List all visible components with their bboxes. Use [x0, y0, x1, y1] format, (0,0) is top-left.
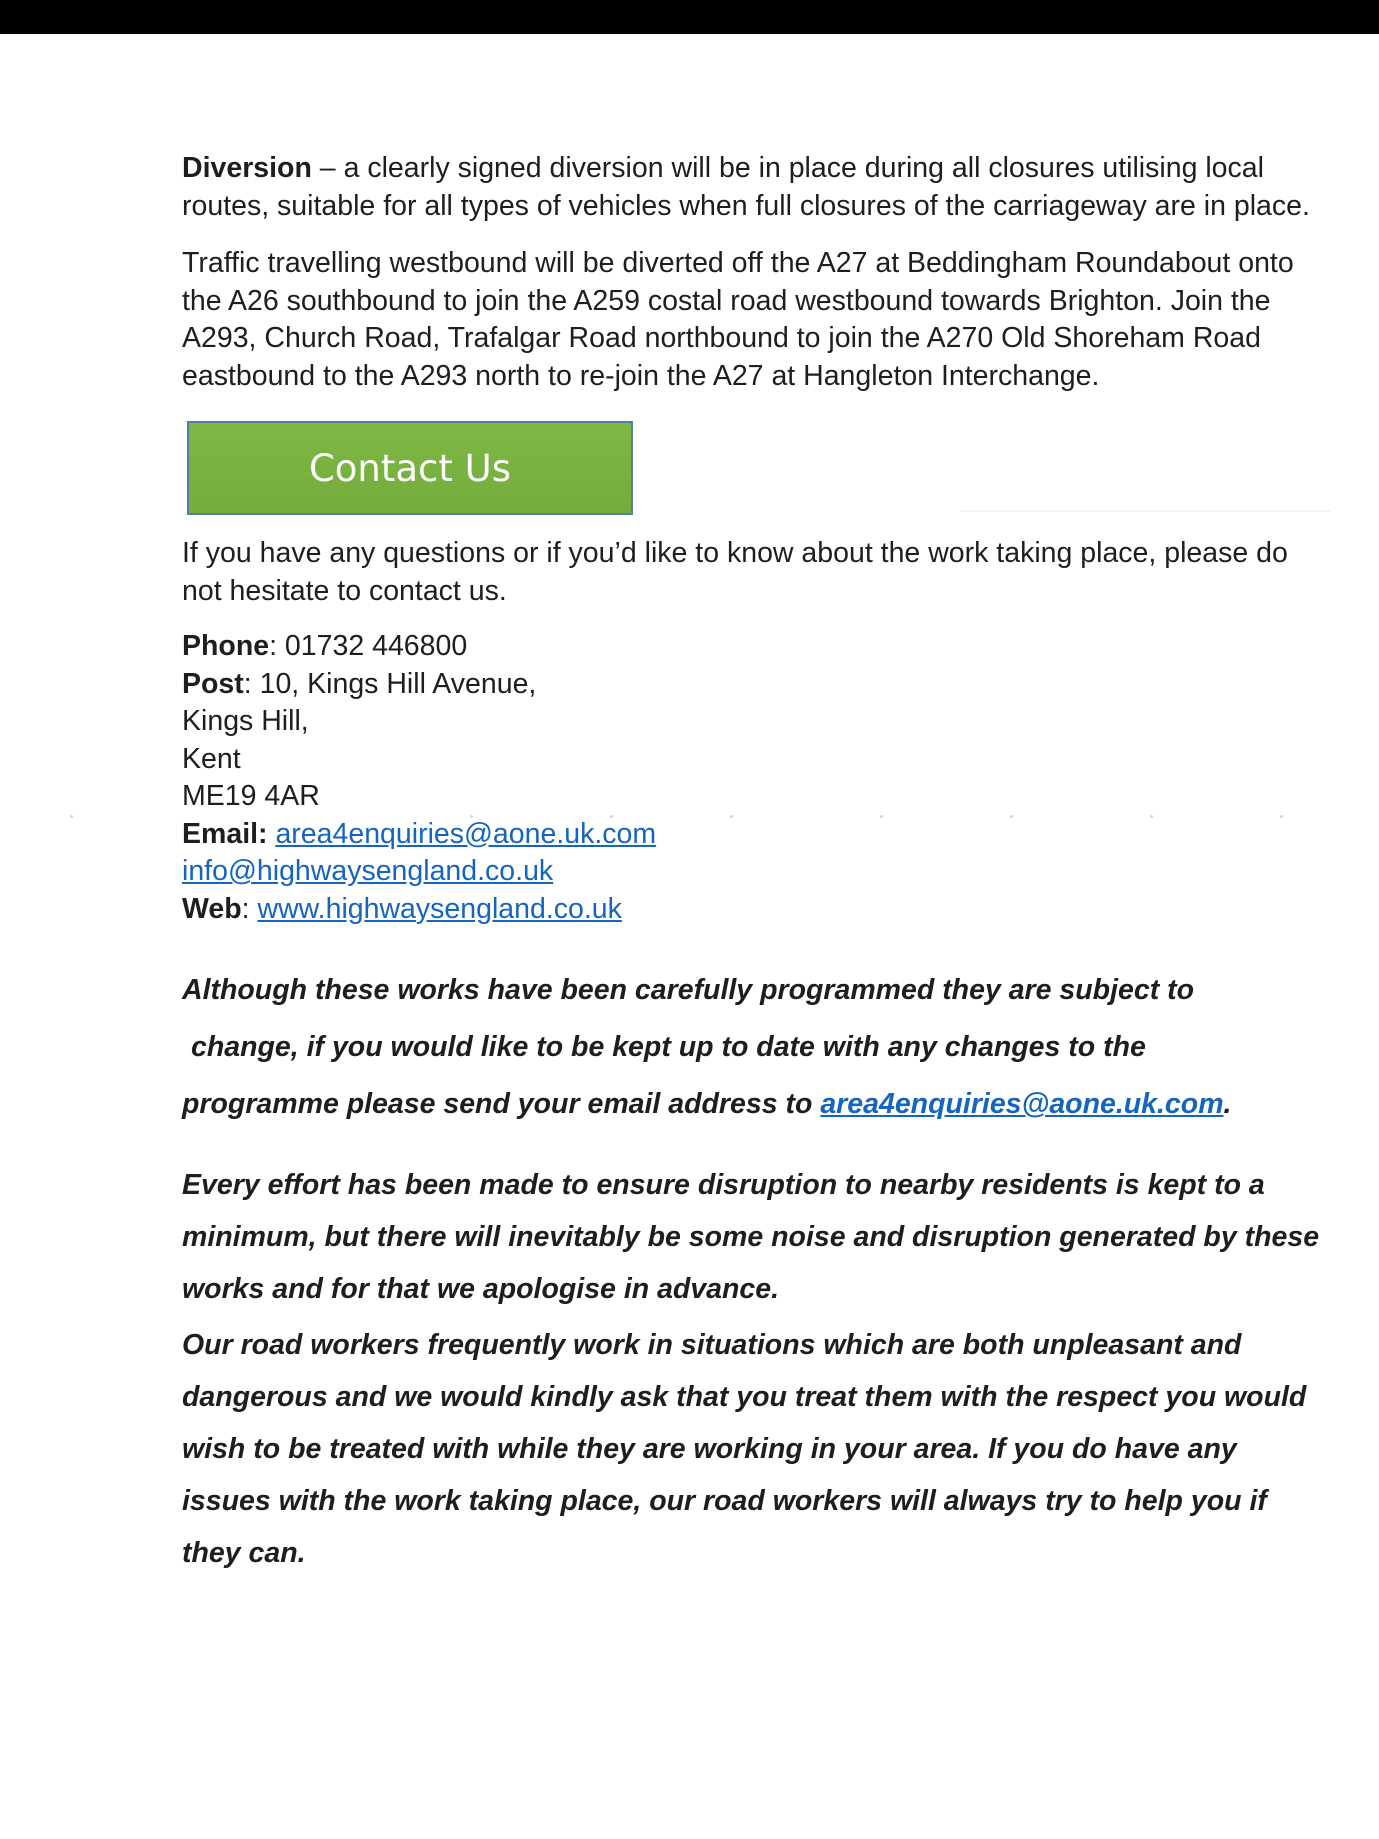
diversion-label: Diversion [182, 152, 312, 184]
diversion-paragraph [182, 150, 1322, 225]
top-black-bar [0, 0, 1379, 34]
programme-notice [182, 962, 1322, 1133]
web-label: Web [182, 892, 242, 925]
post-address-line-4: ME19 4AR [182, 780, 320, 812]
document-page [182, 150, 1322, 1579]
diversion-text: – a clearly signed diversion will be in place during all closures utilising local routes, suitable for all types of vehicles when full closures of the carriageway are in place. [182, 152, 1310, 222]
web-link[interactable]: www.highwaysengland.co.uk [257, 892, 622, 925]
phone-label: Phone [182, 630, 270, 662]
email-line [182, 816, 1322, 854]
post-label: Post [182, 667, 244, 700]
email-line-2 [182, 853, 1322, 891]
phone-value: : 01732 446800 [269, 630, 468, 662]
programme-email-link[interactable]: area4enquiries@aone.uk.com [820, 1088, 1224, 1120]
post-line [182, 666, 1322, 704]
contact-details [182, 628, 1322, 928]
phone-line [182, 628, 1322, 666]
post-address-line-2: Kings Hill, [182, 705, 309, 737]
post-address-line-3: Kent [182, 742, 241, 775]
contact-us-label: Contact Us [308, 446, 512, 490]
post-address-line-1: : 10, Kings Hill Avenue, [243, 667, 537, 700]
contact-us-button[interactable] [187, 421, 633, 515]
disruption-notice: Every effort has been made to ensure disruption to nearby residents is kept to a minimum, but there will inevitably be some noise and disruption generated by these works and for that we apologise in advance. [182, 1169, 1320, 1305]
email-label: Email: [182, 817, 268, 850]
programme-line-1: Although these works have been carefully programmed they are subject to [182, 974, 1195, 1006]
traffic-route-paragraph: Traffic travelling westbound will be diverted off the A27 at Beddingham Roundabout onto the A26 southbound to join the A259 costal road westbound towards Brighton. Join the A293, Church Road, Trafalgar Road northbound to join the A270 Old Shoreham Road eastbound to the A293 north to re-join the A27 at Hangleton Interchange. [182, 247, 1294, 392]
email-link-highways[interactable]: info@highwaysengland.co.uk [182, 855, 554, 887]
web-line [182, 891, 1322, 929]
contact-intro-paragraph: If you have any questions or if you’d like to know about the work taking place, please do not hesitate to contact us. [182, 537, 1288, 607]
programme-line-3-end: . [1223, 1088, 1232, 1120]
programme-line-2: change, if you would like to be kept up to date with any changes to the [191, 1031, 1146, 1063]
web-separator: : [241, 892, 258, 925]
email-link-aone[interactable]: area4enquiries@aone.uk.com [275, 817, 657, 850]
respect-notice: Our road workers frequently work in situations which are both unpleasant and dangerous and we would kindly ask that you treat them with the respect you would wish to be treated with while they are working in your area. If you do have any issues with the work taking place, our road workers will always try to help you if they can. [182, 1329, 1307, 1569]
programme-line-3: programme please send your email address to [182, 1088, 821, 1120]
